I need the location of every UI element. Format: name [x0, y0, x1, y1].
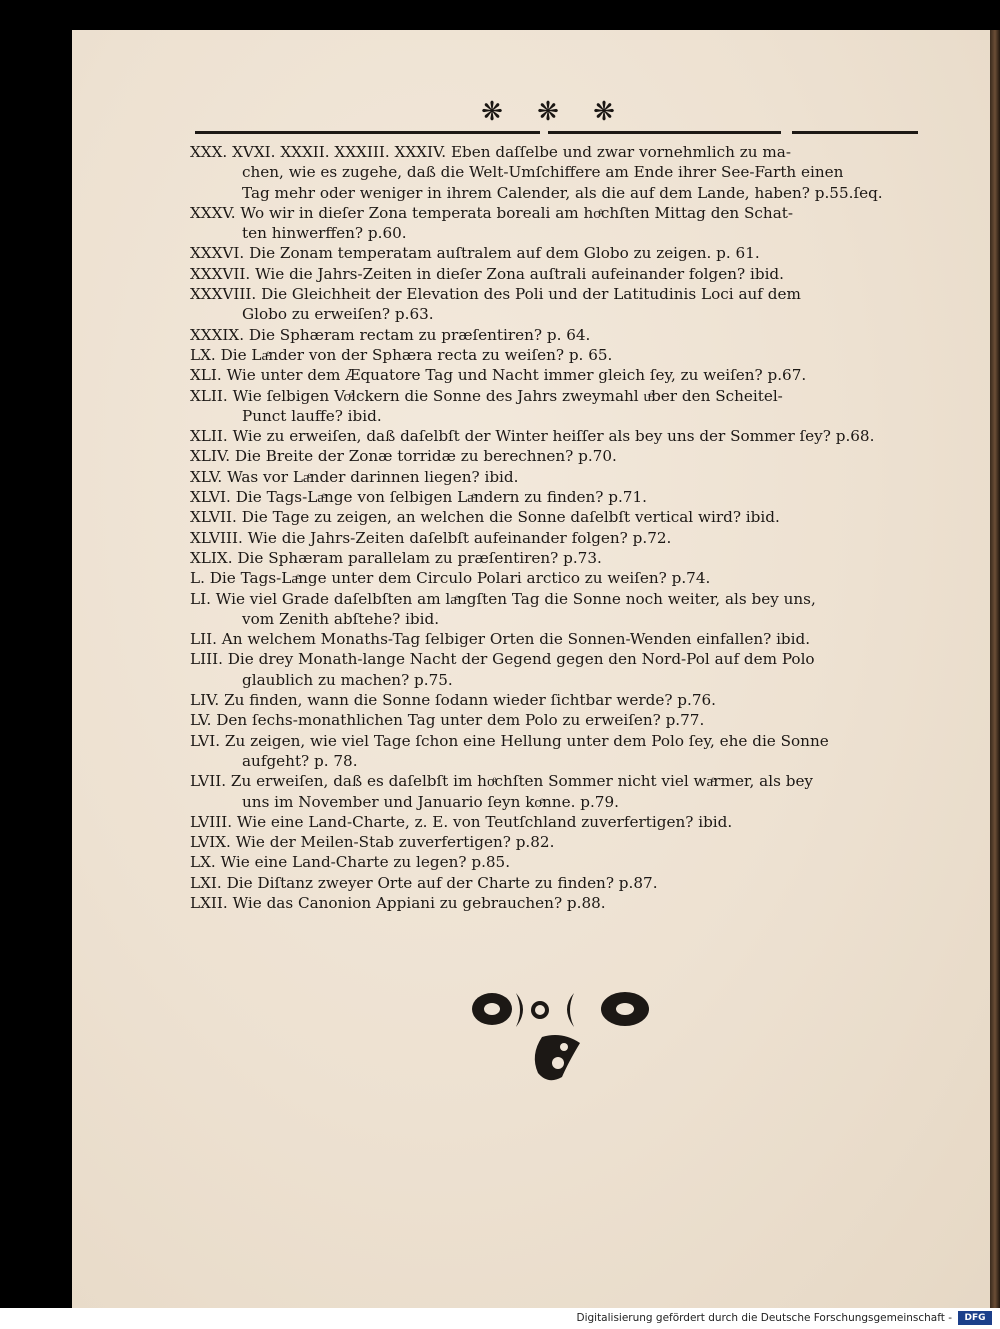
ornament-star-icon: ❋: [537, 97, 559, 127]
toc-entry: [190, 568, 920, 588]
toc-entry-number: LVII.: [190, 772, 227, 791]
toc-entry-number: XLVI.: [190, 488, 231, 507]
toc-entry-continuation: chen, wie es zugehe, daß die Welt-Umſchiffere am Ende ihrer See-Farth einen: [242, 163, 844, 182]
toc-entry-text: Zu finden, wann die Sonne ſodann wieder ſichtbar werde? p.76.: [224, 691, 716, 710]
toc-entry-text: Wie die Jahrs-Zeiten in dieſer Zona auſtrali aufeinander folgen? ibid.: [255, 264, 784, 283]
fleuron-ornament-icon: [470, 985, 655, 1085]
toc-entry-number: LI.: [190, 589, 211, 608]
toc-entry-number: XLVIII.: [190, 528, 243, 547]
toc-entry-number: LX.: [190, 853, 216, 872]
toc-entry-text: Die Laͤnder von der Sphæra recta zu weiſen? p. 65.: [220, 345, 613, 364]
toc-entry: [190, 852, 920, 872]
toc-entry-number: XXXVII.: [190, 264, 251, 283]
dfg-logo: DFG: [958, 1311, 992, 1325]
toc-entry-number: XLVII.: [190, 508, 237, 527]
toc-entry: [190, 365, 920, 385]
toc-entry-number: LVI.: [190, 731, 221, 750]
toc-entry: [190, 873, 920, 893]
toc-entry-continuation: aufgeht? p. 78.: [242, 751, 358, 770]
toc-entry-text: Wo wir in dieſer Zona temperata boreali am hoͤchſten Mittag den Schat-: [240, 203, 793, 222]
table-of-contents: [190, 142, 920, 913]
toc-entry-number: XLIV.: [190, 447, 231, 466]
toc-entry-text: Die Sphæram parallelam zu præſentiren? p.73.: [237, 548, 602, 567]
toc-entry: [190, 446, 920, 466]
toc-entry-number: XXXVI.: [190, 244, 245, 263]
toc-entry: [190, 284, 920, 304]
toc-entry-text: An welchem Monaths-Tag ſelbiger Orten die Sonnen-Wenden einfallen? ibid.: [221, 630, 811, 649]
toc-entry-number: LXI.: [190, 873, 222, 892]
header-rule: [195, 131, 540, 134]
toc-entry: [190, 203, 920, 223]
toc-entry: [190, 832, 920, 852]
toc-entry-number: L.: [190, 569, 205, 588]
toc-entry: [190, 264, 920, 284]
toc-entry-number: XXXVIII.: [190, 285, 257, 304]
toc-entry-text: Die Breite der Zonæ torridæ zu berechnen? p.70.: [234, 447, 617, 466]
toc-entry: [190, 629, 920, 649]
toc-entry-number: XLII.: [190, 427, 228, 446]
toc-entry-text: Eben daſſelbe und zwar vornehmlich zu ma-: [450, 143, 791, 161]
toc-entry-text: Wie ſelbigen Voͤlckern die Sonne des Jahrs zweymahl uͤber den Scheitel-: [232, 386, 783, 405]
toc-entry-number: LVIII.: [190, 812, 233, 831]
toc-entry: [190, 771, 920, 791]
toc-entry-text: Wie zu erweiſen, daß daſelbſt der Winter heiſſer als bey uns der Sommer ſey? p.68.: [232, 427, 875, 446]
toc-entry-number: LIII.: [190, 650, 223, 669]
toc-entry: [190, 487, 920, 507]
ornament-star-icon: ❋: [481, 97, 503, 127]
toc-entry-number: XXX. XVXI. XXXII. XXXIII. XXXIV.: [190, 143, 447, 161]
toc-entry: [190, 142, 920, 162]
toc-entry-text: Wie das Canonion Appiani zu gebrauchen? p.88.: [232, 893, 606, 912]
toc-entry: [190, 426, 920, 446]
toc-entry-text: Zu erweiſen, daß es daſelbſt im hoͤchſten Sommer nicht viel waͤrmer, als bey: [230, 772, 814, 791]
toc-entry: [190, 325, 920, 345]
toc-entry-continuation: Punct lauffe? ibid.: [242, 406, 382, 425]
toc-entry-number: XLIX.: [190, 548, 233, 567]
toc-entry-text: Wie viel Grade daſelbſten am laͤngſten Tag die Sonne noch weiter, als bey uns,: [215, 589, 816, 608]
toc-entry: [190, 528, 920, 548]
toc-entry: [190, 345, 920, 365]
toc-entry: [190, 243, 920, 263]
toc-entry-text: Was vor Laͤnder darinnen liegen? ibid.: [227, 467, 519, 486]
ornament-star-icon: ❋: [593, 97, 615, 127]
toc-entry-continuation: Tag mehr oder weniger in ihrem Calender, als die auf dem Lande, haben? p.55.ſeq.: [242, 183, 883, 202]
toc-entry: [190, 710, 920, 730]
toc-entry-text: Wie eine Land-Charte zu legen? p.85.: [220, 853, 511, 872]
toc-entry-number: XXXV.: [190, 203, 236, 222]
toc-entry-text: Zu zeigen, wie viel Tage ſchon eine Hellung unter dem Polo ſey, ehe die Sonne: [224, 731, 829, 750]
toc-entry-continuation: glaublich zu machen? p.75.: [242, 670, 453, 689]
toc-entry-text: Die Tags-Laͤnge unter dem Circulo Polari arctico zu weiſen? p.74.: [209, 569, 711, 588]
toc-entry-number: XLV.: [190, 467, 223, 486]
header-rule: [548, 131, 781, 134]
toc-entry-text: Wie der Meilen-Stab zuverfertigen? p.82.: [235, 833, 555, 852]
toc-entry: [190, 386, 920, 406]
book-binding-edge: [990, 30, 1000, 1308]
toc-entry-text: Die Tage zu zeigen, an welchen die Sonne daſelbſt vertical wird? ibid.: [241, 508, 780, 527]
toc-entry: [190, 548, 920, 568]
toc-entry-number: XLI.: [190, 366, 222, 385]
toc-entry-continuation: vom Zenith abſtehe? ibid.: [242, 609, 440, 628]
toc-entry-text: Wie eine Land-Charte, z. E. von Teutſchland zuverfertigen? ibid.: [236, 812, 733, 831]
toc-entry-continuation: ten hinwerffen? p.60.: [242, 224, 407, 243]
toc-entry-number: LXII.: [190, 893, 228, 912]
toc-entry-continuation: uns im November und Januario ſeyn koͤnne. p.79.: [242, 792, 619, 811]
toc-entry-text: Wie die Jahrs-Zeiten daſelbſt aufeinander folgen? p.72.: [247, 528, 672, 547]
toc-entry-number: LX.: [190, 345, 216, 364]
toc-entry-number: XXXIX.: [190, 325, 245, 344]
toc-entry: [190, 893, 920, 913]
toc-entry-text: Wie unter dem Æquatore Tag und Nacht immer gleich ſey, zu weiſen? p.67.: [226, 366, 807, 385]
header-ornaments: [478, 98, 618, 126]
toc-entry-text: Die Tags-Laͤnge von ſelbigen Laͤndern zu finden? p.71.: [235, 488, 647, 507]
toc-entry-text: Die Zonam temperatam auſtralem auf dem Globo zu zeigen. p. 61.: [249, 244, 760, 263]
toc-entry: [190, 812, 920, 832]
toc-entry-number: LVIX.: [190, 833, 231, 852]
toc-entry-number: XLII.: [190, 386, 228, 405]
toc-entry-text: Die Diſtanz zweyer Orte auf der Charte zu finden? p.87.: [226, 873, 658, 892]
toc-entry: [190, 467, 920, 487]
header-rule: [792, 131, 918, 134]
toc-entry-number: LIV.: [190, 691, 220, 710]
toc-entry: [190, 690, 920, 710]
toc-entry-text: Die drey Monath-lange Nacht der Gegend gegen den Nord-Pol auf dem Polo: [227, 650, 815, 669]
toc-entry: [190, 507, 920, 527]
toc-entry: [190, 731, 920, 751]
toc-entry: [190, 589, 920, 609]
toc-entry-continuation: Globo zu erweiſen? p.63.: [242, 305, 434, 324]
toc-entry-text: Den ſechs-monathlichen Tag unter dem Polo zu erweiſen? p.77.: [216, 711, 705, 730]
toc-entry-number: LII.: [190, 630, 217, 649]
toc-entry-number: LV.: [190, 711, 212, 730]
toc-entry: [190, 649, 920, 669]
footer-credit: Digitalisierung gefördert durch die Deutsche Forschungsgemeinschaft -: [576, 1312, 952, 1324]
toc-entry-text: Die Sphæram rectam zu præſentiren? p. 64.: [248, 325, 591, 344]
toc-entry-text: Die Gleichheit der Elevation des Poli und der Latitudinis Loci auf dem: [261, 285, 801, 304]
